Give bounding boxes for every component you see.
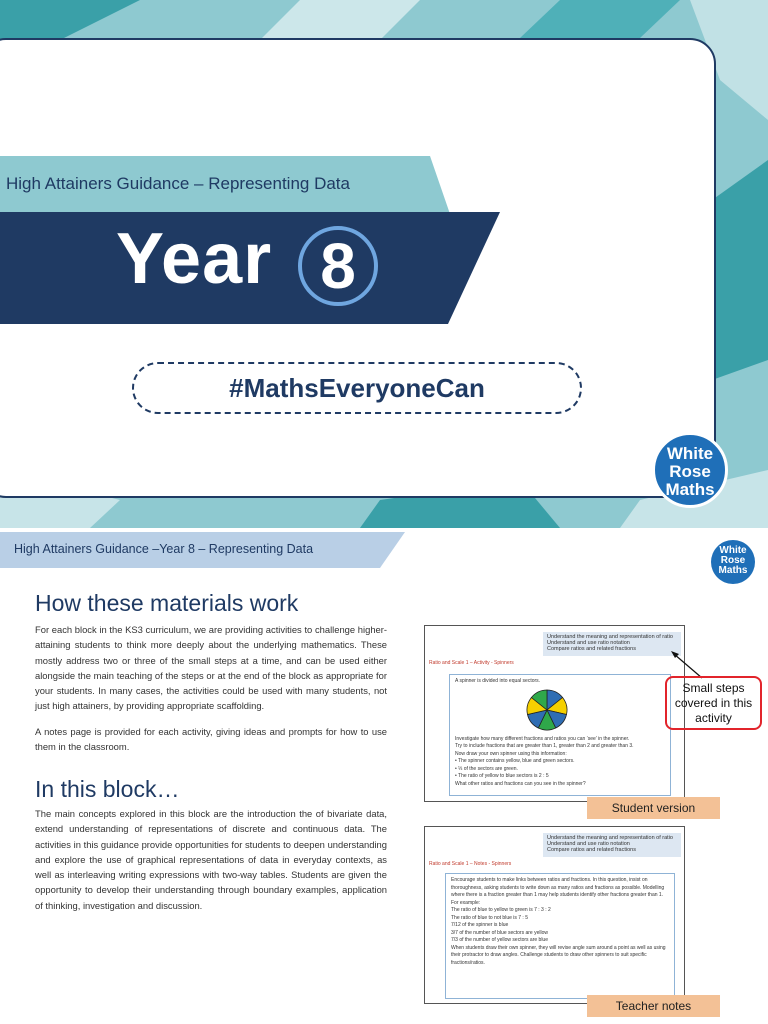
spinner-diagram xyxy=(525,688,569,732)
white-rose-maths-logo xyxy=(652,432,728,508)
activity-line: A spinner is divided into equal sectors. xyxy=(455,678,541,684)
step-item: Understand and use ratio notation xyxy=(547,640,630,646)
teacher-notes-caption: Teacher notes xyxy=(587,995,720,1017)
logo-word-maths: Maths xyxy=(665,480,715,499)
small-steps-box xyxy=(543,632,681,656)
section1-notes-paragraph: A notes page is provided for each activity, giving ideas and prompts for how to use them in the classroom. xyxy=(35,726,387,753)
small-steps-callout: Small steps covered in this activity xyxy=(665,676,762,730)
notes-line: The ratio of blue to not blue is 7 : 5 xyxy=(451,914,528,921)
step-item: Compare ratios and related fractions xyxy=(547,847,636,853)
activity-line: What other ratios and fractions can you see in the spinner? xyxy=(455,780,586,787)
notes-line: 7/3 of the number of yellow sectors are blue xyxy=(451,937,548,943)
logo-word-white: White xyxy=(666,444,714,463)
logo-word-maths: Maths xyxy=(718,565,748,576)
notes-line: The ratio of blue to yellow to green is 7 : 3 : 2 xyxy=(451,907,551,913)
step-item: Understand the meaning and representation of ratio xyxy=(547,634,673,640)
notes-box xyxy=(445,873,675,999)
logo-word-white: White xyxy=(719,545,747,556)
notes-line: 3/7 of the number of blue sectors are yellow xyxy=(451,929,548,936)
notes-line: Encourage students to make links between ratios and fractions. In this question, insist on thoroughness, asking students to write down as many ratios and fractions as possible. Modelling where there is a fraction greater than 1 may help students identify other fractions greater than 1. For example: xyxy=(451,877,665,906)
year-label: Year xyxy=(116,219,273,299)
hashtag-text: #MathsEveryoneCan xyxy=(229,373,485,403)
student-version-thumbnail xyxy=(424,625,685,802)
student-version-caption: Student version xyxy=(587,797,720,819)
teacher-notes-thumbnail xyxy=(424,826,685,1004)
notes-title: Ratio and Scale 1 – Notes - Spinners xyxy=(429,861,512,867)
step-item: Understand the meaning and representation of ratio xyxy=(547,835,673,841)
step-item: Understand and use ratio notation xyxy=(547,841,630,847)
activity-line: • The ratio of yellow to blue sectors is 2 : 5 xyxy=(455,773,549,779)
activity-line: • The spinner contains yellow, blue and green sectors. xyxy=(455,758,575,764)
white-rose-maths-logo-small xyxy=(711,540,755,584)
notes-line: 7/12 of the spinner is blue xyxy=(451,922,509,928)
activity-box xyxy=(449,674,671,796)
activity-title: Ratio and Scale 1 – Activity - Spinners xyxy=(429,660,514,666)
page-header-title: High Attainers Guidance –Year 8 – Representing Data xyxy=(14,542,314,556)
logo-word-rose: Rose xyxy=(720,555,746,566)
activity-line: Now draw your own spinner using this information: xyxy=(455,750,567,757)
step-item: Compare ratios and related fractions xyxy=(547,646,636,652)
cover-subtitle: High Attainers Guidance – Representing Data xyxy=(6,174,350,193)
logo-word-rose: Rose xyxy=(669,462,711,481)
section1-paragraph: For each block in the KS3 curriculum, we are providing activities to challenge higher-attaining students to think more deeply about the underlying mathematics. These mostly address two or three of the small steps at a time, and can be used either alongside the main teaching of the steps or at the end of the block as appropriate for your students. In many cases, the activities could be used with many students, not just high attainers, by providing appropriate scaffolding. xyxy=(35,624,387,712)
activity-line: • ⅓ of the sectors are green. xyxy=(455,765,518,772)
notes-line: When students draw their own spinner, they will revise angle sum around a point as well as using their protractor to draw angles. Challenge students to draw other spinners to suit specific fractions/ratios. xyxy=(451,944,666,966)
small-steps-box xyxy=(543,833,681,857)
activity-line: Try to include fractions that are greater than 1, greater than 2 and greater than 3. xyxy=(455,743,634,749)
activity-line: Investigate how many different fractions and ratios you can ‘see’ in the spinner. xyxy=(455,735,630,742)
section-heading-in-this-block: In this block… xyxy=(35,776,180,802)
section2-paragraph: The main concepts explored in this block are the introduction the of bivariate data, extend understanding of representations of discrete and continuous data. The activities in this guidance provide opportunities for students to deepen understanding and explore the use of graphical representations of data in everyday contexts, as well as interleaving writing expressions with two-way tables. Students are given the opportunity to develop their understanding through boundary examples, application of thinking, investigation and discussion. xyxy=(35,808,387,911)
section-heading-how-materials-work: How these materials work xyxy=(35,590,299,616)
year-number: 8 xyxy=(320,230,356,302)
